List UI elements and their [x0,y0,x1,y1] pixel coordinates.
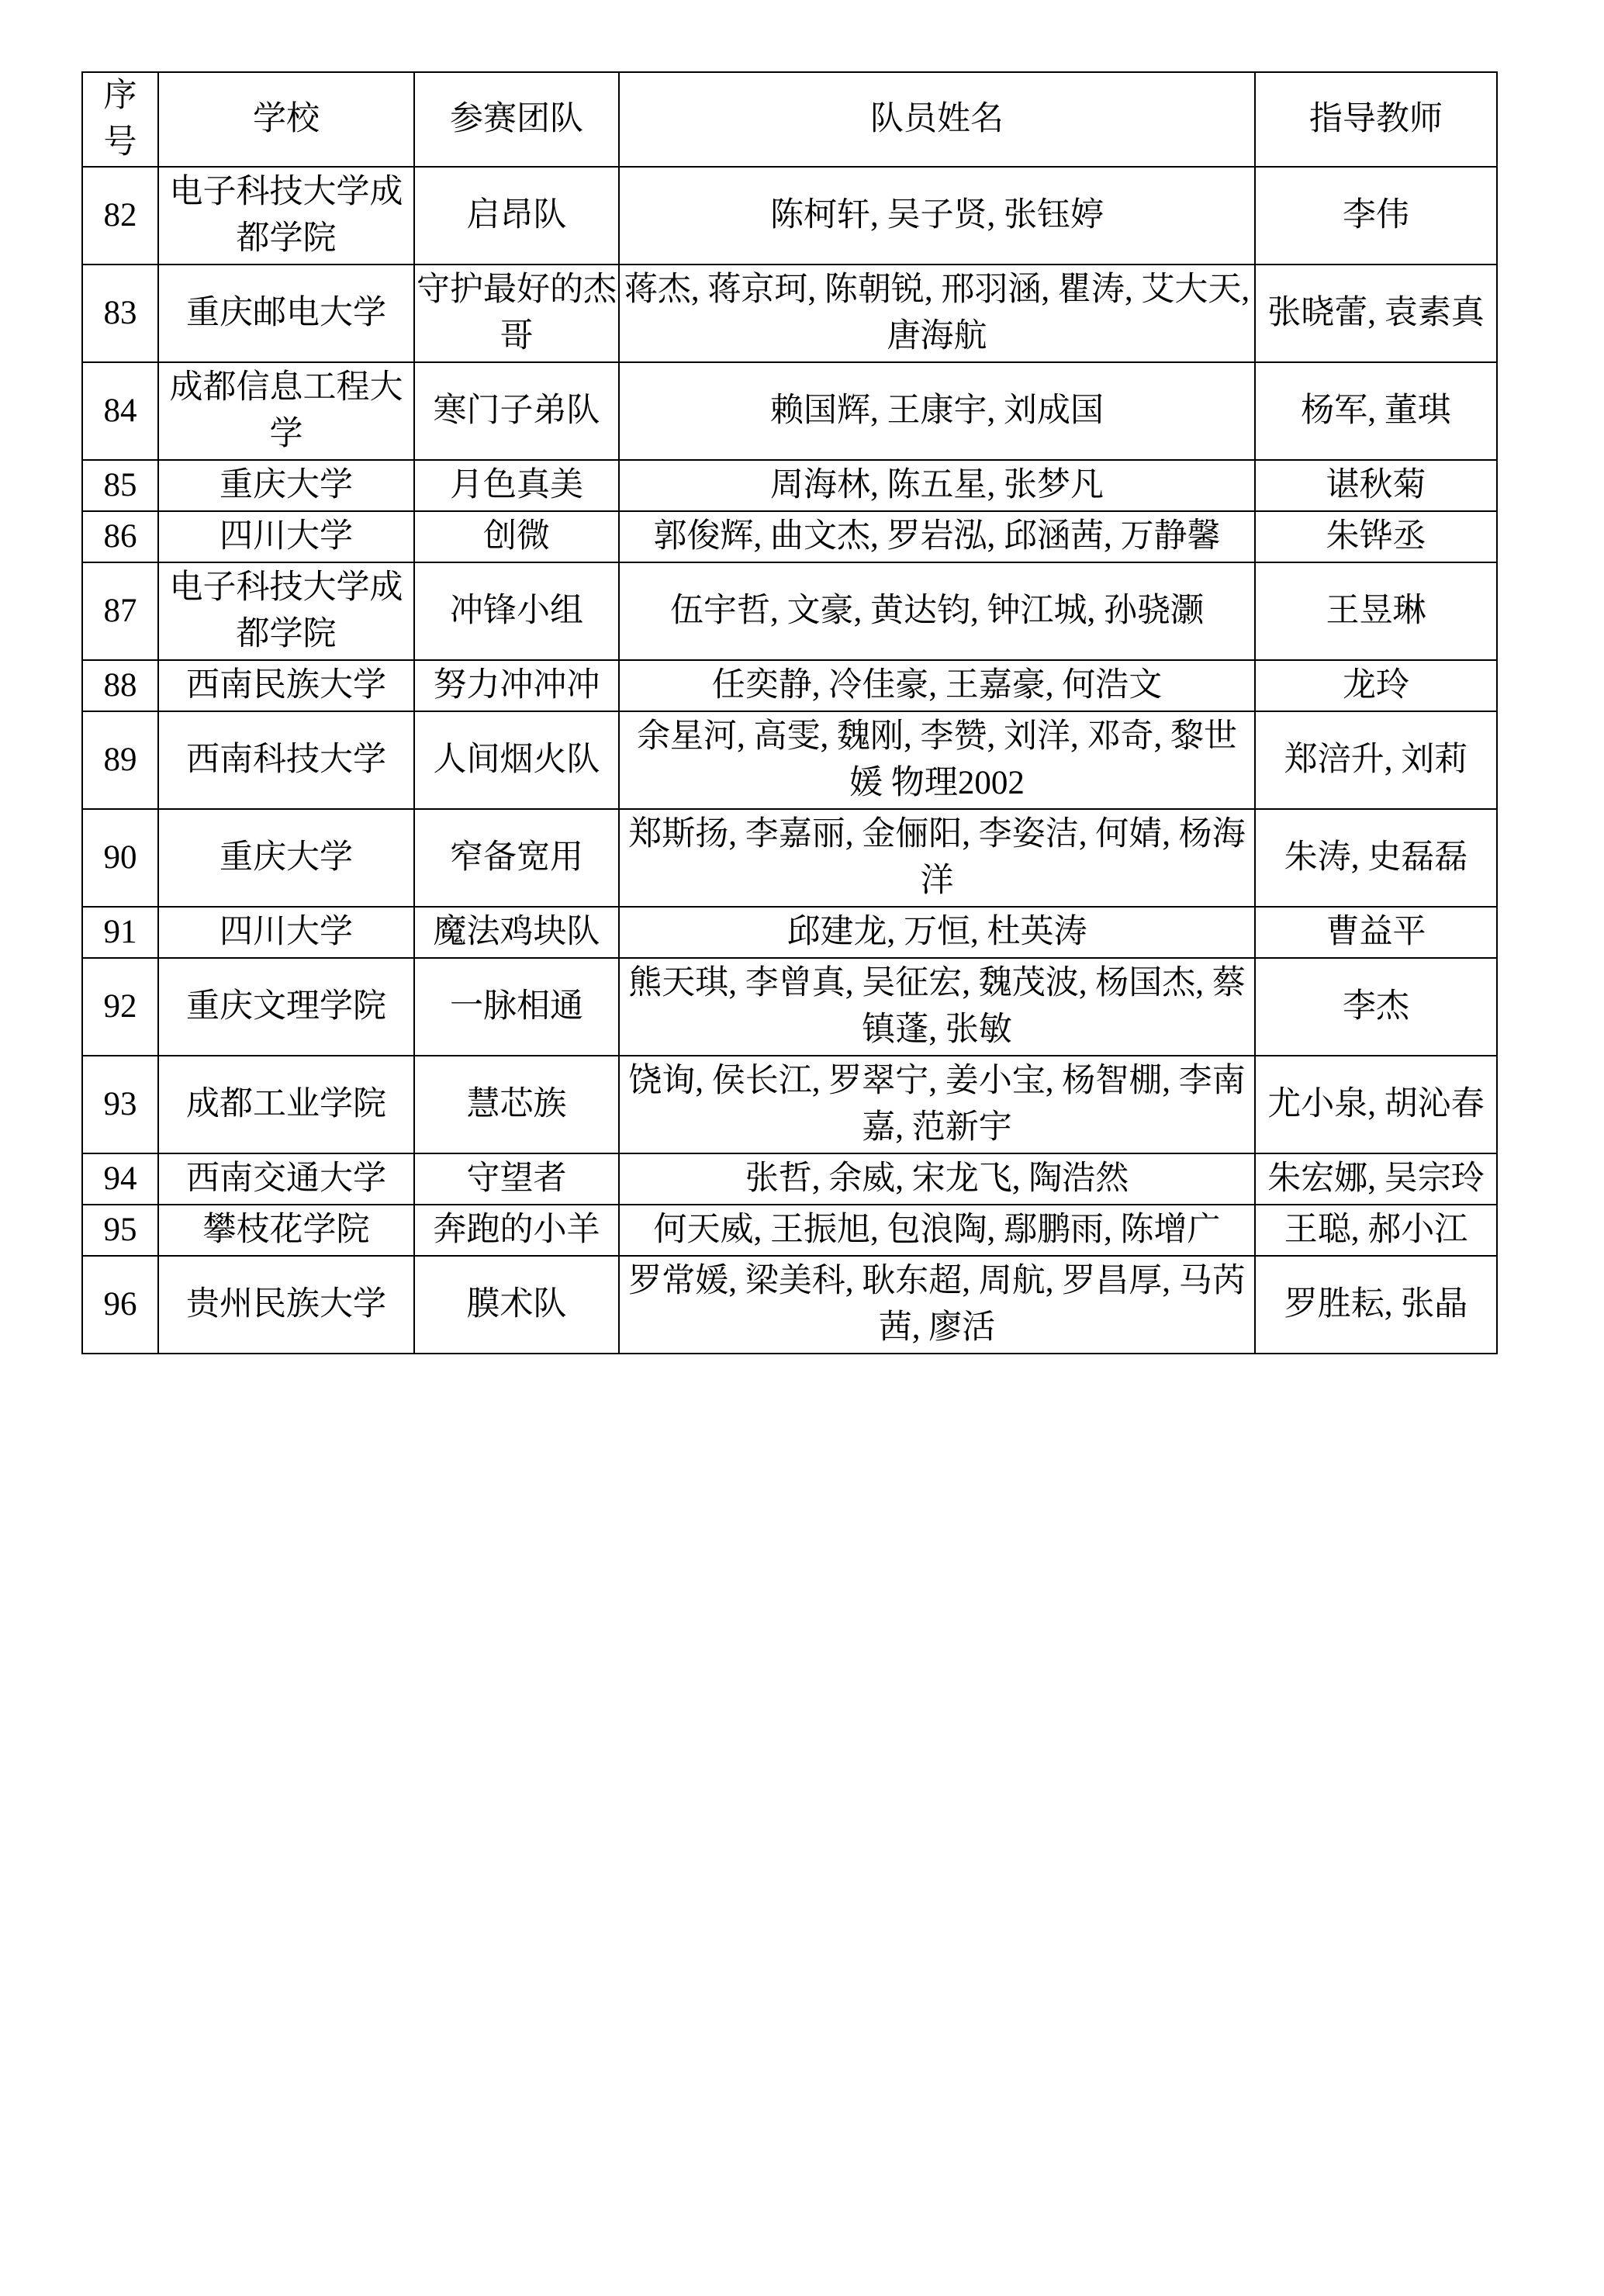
table-row [82,660,1497,711]
header-no: 序号 [82,72,158,167]
cell-advisors: 朱宏娜, 吴宗玲 [1255,1153,1497,1205]
cell-no: 95 [82,1205,158,1256]
cell-team: 人间烟火队 [414,711,619,809]
table-row [82,511,1497,562]
cell-advisors: 朱涛, 史磊磊 [1255,809,1497,907]
cell-team: 守护最好的杰哥 [414,265,619,362]
cell-advisors: 李伟 [1255,167,1497,265]
cell-advisors: 尤小泉, 胡沁春 [1255,1056,1497,1153]
header-school: 学校 [158,72,414,167]
cell-no: 91 [82,907,158,958]
cell-school: 重庆文理学院 [158,958,414,1056]
cell-advisors: 张晓蕾, 袁素真 [1255,265,1497,362]
cell-members: 何天威, 王振旭, 包浪陶, 鄢鹏雨, 陈增广 [619,1205,1255,1256]
cell-school: 西南交通大学 [158,1153,414,1205]
cell-no: 96 [82,1256,158,1354]
cell-school: 电子科技大学成都学院 [158,562,414,660]
table-row [82,460,1497,511]
cell-no: 86 [82,511,158,562]
table-row [82,562,1497,660]
cell-members: 蒋杰, 蒋京珂, 陈朝锐, 邢羽涵, 瞿涛, 艾大天, 唐海航 [619,265,1255,362]
cell-school: 西南科技大学 [158,711,414,809]
cell-school: 重庆邮电大学 [158,265,414,362]
cell-no: 85 [82,460,158,511]
table-row [82,809,1497,907]
table-row [82,265,1497,362]
cell-team: 奔跑的小羊 [414,1205,619,1256]
cell-members: 罗常媛, 梁美科, 耿东超, 周航, 罗昌厚, 马芮茜, 廖活 [619,1256,1255,1354]
cell-school: 攀枝花学院 [158,1205,414,1256]
cell-school: 四川大学 [158,511,414,562]
header-team: 参赛团队 [414,72,619,167]
cell-members: 郑斯扬, 李嘉丽, 金俪阳, 李姿洁, 何婧, 杨海洋 [619,809,1255,907]
cell-members: 饶询, 侯长江, 罗翠宁, 姜小宝, 杨智棚, 李南嘉, 范新宇 [619,1056,1255,1153]
cell-no: 87 [82,562,158,660]
cell-members: 赖国辉, 王康宇, 刘成国 [619,362,1255,460]
cell-advisors: 曹益平 [1255,907,1497,958]
cell-school: 贵州民族大学 [158,1256,414,1354]
table-row [82,1256,1497,1354]
cell-no: 92 [82,958,158,1056]
cell-school: 成都工业学院 [158,1056,414,1153]
cell-team: 窄备宽用 [414,809,619,907]
cell-advisors: 龙玲 [1255,660,1497,711]
cell-no: 82 [82,167,158,265]
header-row [82,72,1497,167]
table-row [82,1056,1497,1153]
cell-advisors: 李杰 [1255,958,1497,1056]
cell-no: 94 [82,1153,158,1205]
cell-members: 任奕静, 冷佳豪, 王嘉豪, 何浩文 [619,660,1255,711]
cell-no: 90 [82,809,158,907]
cell-members: 张哲, 余威, 宋龙飞, 陶浩然 [619,1153,1255,1205]
cell-school: 重庆大学 [158,809,414,907]
teams-table-body [82,167,1497,1354]
cell-advisors: 朱铧丞 [1255,511,1497,562]
cell-team: 努力冲冲冲 [414,660,619,711]
cell-school: 电子科技大学成都学院 [158,167,414,265]
cell-team: 冲锋小组 [414,562,619,660]
cell-team: 慧芯族 [414,1056,619,1153]
cell-members: 伍宇哲, 文豪, 黄达钧, 钟江城, 孙骁灏 [619,562,1255,660]
cell-advisors: 王昱琳 [1255,562,1497,660]
table-row [82,362,1497,460]
teams-table [81,71,1498,1354]
cell-team: 寒门子弟队 [414,362,619,460]
cell-team: 创微 [414,511,619,562]
cell-members: 周海林, 陈五星, 张梦凡 [619,460,1255,511]
table-row [82,1153,1497,1205]
cell-advisors: 郑涪升, 刘莉 [1255,711,1497,809]
cell-no: 89 [82,711,158,809]
cell-members: 郭俊辉, 曲文杰, 罗岩泓, 邱涵茜, 万静馨 [619,511,1255,562]
cell-no: 93 [82,1056,158,1153]
cell-team: 魔法鸡块队 [414,907,619,958]
cell-school: 四川大学 [158,907,414,958]
cell-team: 膜术队 [414,1256,619,1354]
cell-team: 月色真美 [414,460,619,511]
cell-advisors: 谌秋菊 [1255,460,1497,511]
cell-members: 邱建龙, 万恒, 杜英涛 [619,907,1255,958]
cell-members: 陈柯轩, 吴子贤, 张钰婷 [619,167,1255,265]
header-advisors: 指导教师 [1255,72,1497,167]
cell-team: 守望者 [414,1153,619,1205]
table-row [82,907,1497,958]
cell-no: 88 [82,660,158,711]
cell-school: 成都信息工程大学 [158,362,414,460]
cell-school: 西南民族大学 [158,660,414,711]
cell-team: 一脉相通 [414,958,619,1056]
table-row [82,958,1497,1056]
cell-school: 重庆大学 [158,460,414,511]
table-row [82,711,1497,809]
cell-advisors: 王聪, 郝小江 [1255,1205,1497,1256]
cell-no: 84 [82,362,158,460]
cell-team: 启昂队 [414,167,619,265]
cell-no: 83 [82,265,158,362]
cell-members: 熊天琪, 李曾真, 吴征宏, 魏茂波, 杨国杰, 蔡镇蓬, 张敏 [619,958,1255,1056]
teams-table-header [82,72,1497,167]
cell-advisors: 罗胜耘, 张晶 [1255,1256,1497,1354]
table-row [82,167,1497,265]
header-members: 队员姓名 [619,72,1255,167]
cell-members: 余星河, 高雯, 魏刚, 李赞, 刘洋, 邓奇, 黎世媛 物理2002 [619,711,1255,809]
cell-advisors: 杨军, 董琪 [1255,362,1497,460]
table-row [82,1205,1497,1256]
